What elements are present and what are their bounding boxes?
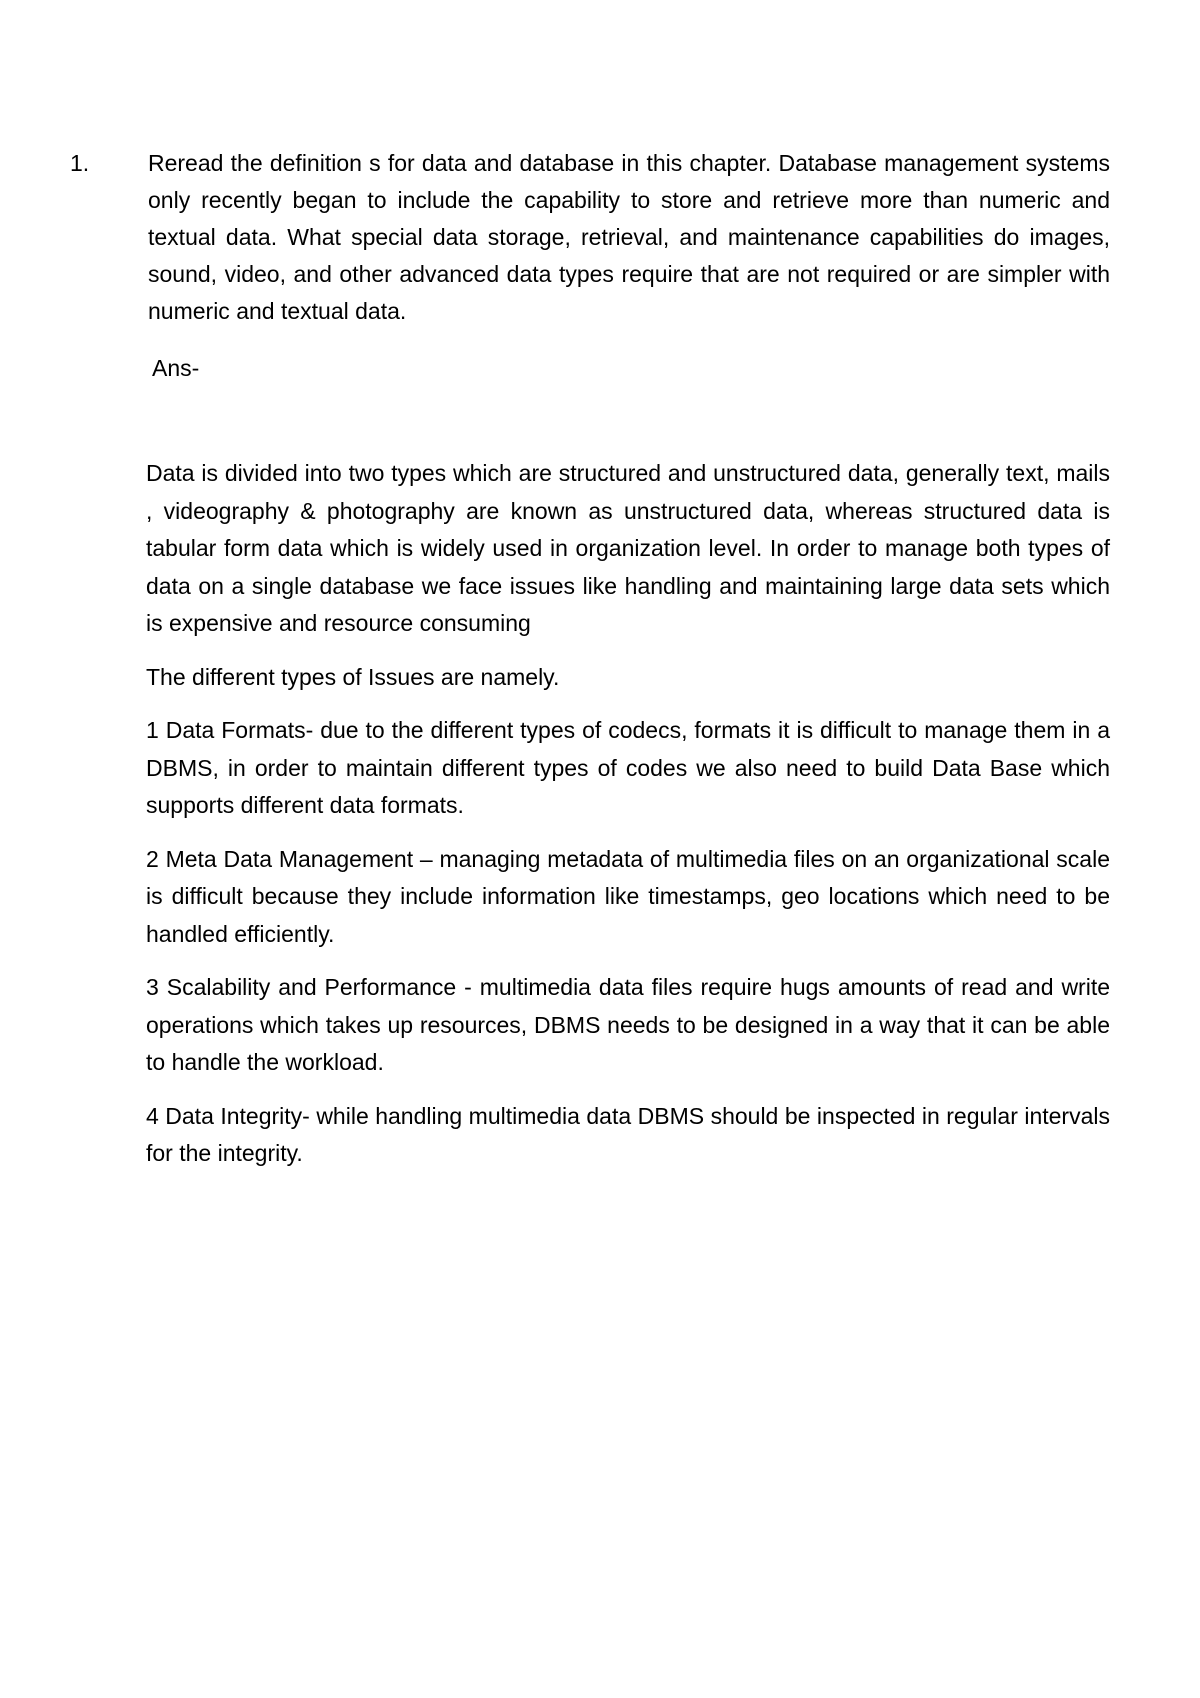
issue-data-integrity: 4 Data Integrity- while handling multimedia data DBMS should be inspected in regular intervals for the integrity. bbox=[146, 1102, 1110, 1166]
question-block bbox=[70, 145, 1110, 330]
issues-heading: The different types of Issues are namely. bbox=[146, 663, 560, 690]
answer-body bbox=[146, 455, 1110, 1189]
issue-data-formats: 1 Data Formats- due to the different types of codecs, formats it is difficult to manage them in a DBMS, in order to maintain different types of codes we also need to build Data Base which supports different data formats. bbox=[146, 717, 1110, 818]
answer-label: Ans- bbox=[152, 355, 200, 381]
issue-scalability-performance: 3 Scalability and Performance - multimedia data files require hugs amounts of read and write operations which takes up resources, DBMS needs to be designed in a way that it can be able to handle the workload. bbox=[146, 974, 1110, 1075]
question-number: 1. bbox=[70, 150, 90, 176]
issue-metadata-management: 2 Meta Data Management – managing metadata of multimedia files on an organizational scale is difficult because they include information like timestamps, geo locations which need to be handled efficiently. bbox=[146, 845, 1110, 947]
answer-paragraph-intro: Data is divided into two types which are structured and unstructured data, generally text, mails , videography & photography are known as unstructured data, whereas structured data is tabular form data which is widely used in organization level. In order to manage both types of data on a single database we face issues like handling and maintaining large data sets which is expensive and resource consuming bbox=[146, 460, 1110, 636]
question-text: Reread the definition s for data and database in this chapter. Database management systems only recently began to include the capability to store and retrieve more than numeric and textual data. What special data storage, retrieval, and maintenance capabilities do images, sound, video, and other advanced data types require that are not required or are simpler with numeric and textual data. bbox=[148, 150, 1110, 324]
